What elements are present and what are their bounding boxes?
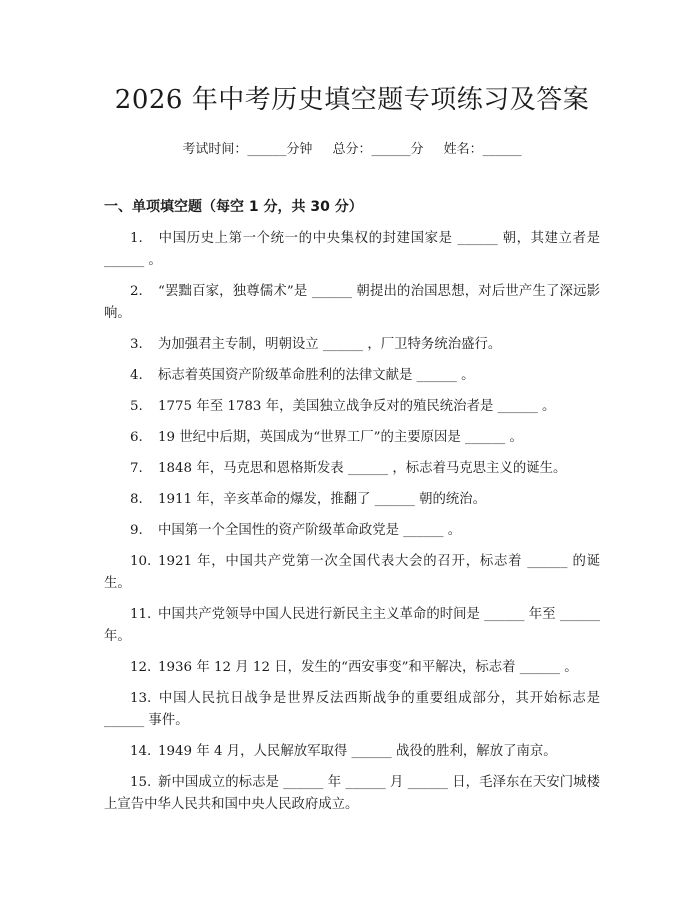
section-heading: 一、单项填空题（每空 1 分，共 30 分） <box>104 199 363 215</box>
question-text: 中国共产党领导中国人民进行新民主主义革命的时间是 ______ 年至 ______ 年。 <box>104 607 600 644</box>
question-text: “罢黜百家，独尊儒术”是 ______ 朝提出的治国思想，对后世产生了深远影响。 <box>104 284 600 321</box>
total-score: 总分：______分 <box>332 142 424 157</box>
question-text: 1911 年，辛亥革命的爆发，推翻了 ______ 朝的统治。 <box>158 492 487 507</box>
question-text: 1921 年，中国共产党第一次全国代表大会的召开，标志着 ______ 的诞生。 <box>104 554 600 591</box>
question-number: 5. <box>130 399 143 414</box>
question-item <box>104 688 600 732</box>
question-item <box>104 489 600 511</box>
exam-meta <box>104 140 600 160</box>
question-item <box>104 657 600 679</box>
question-number: 1. <box>130 231 143 246</box>
question-item <box>104 458 600 480</box>
question-number: 12. <box>130 660 152 675</box>
question-item <box>104 365 600 387</box>
question-number: 13. <box>130 691 152 706</box>
question-number: 3. <box>130 337 143 352</box>
question-number: 6. <box>130 430 143 445</box>
student-name: 姓名：______ <box>443 142 522 157</box>
question-number: 8. <box>130 492 143 507</box>
document-title: 2026 年中考历史填空题专项练习及答案 <box>114 85 590 115</box>
question-number: 4. <box>130 368 143 383</box>
question-item <box>104 228 600 272</box>
question-item <box>104 551 600 595</box>
question-number: 7. <box>130 461 143 476</box>
question-text: 1848 年，马克思和恩格斯发表 ______ ，标志着马克思主义的诞生。 <box>158 461 567 476</box>
question-number: 9. <box>130 523 143 538</box>
question-text: 1949 年 4 月，人民解放军取得 ______ 战役的胜利，解放了南京。 <box>158 744 557 759</box>
question-text: 中国第一个全国性的资产阶级革命政党是 ______ 。 <box>158 523 462 538</box>
question-item <box>104 604 600 648</box>
question-item <box>104 427 600 449</box>
question-list <box>104 228 600 816</box>
question-item <box>104 396 600 418</box>
question-text: 新中国成立的标志是 ______ 年 ______ 月 ______ 日，毛泽东在天安门城楼上宣告中华人民共和国中央人民政府成立。 <box>104 775 600 812</box>
question-text: 中国历史上第一个统一的中央集权的封建国家是 ______ 朝，其建立者是 ______ 。 <box>104 231 600 268</box>
question-item <box>104 772 600 816</box>
question-number: 10. <box>130 554 152 569</box>
question-text: 1936 年 12 月 12 日，发生的“西安事变”和平解决，标志着 ______ 。 <box>158 660 578 675</box>
question-text: 1775 年至 1783 年，美国独立战争反对的殖民统治者是 ______ 。 <box>158 399 556 414</box>
question-number: 14. <box>130 744 152 759</box>
question-item <box>104 741 600 763</box>
question-number: 15. <box>130 775 152 790</box>
question-number: 11. <box>130 607 152 622</box>
question-item <box>104 520 600 542</box>
question-text: 为加强君主专制，明朝设立 ______ ，厂卫特务统治盛行。 <box>158 337 502 352</box>
question-item <box>104 281 600 325</box>
question-text: 中国人民抗日战争是世界反法西斯战争的重要组成部分，其开始标志是 ______ 事件。 <box>104 691 600 728</box>
question-item <box>104 334 600 356</box>
exam-time: 考试时间：______分钟 <box>182 142 313 157</box>
question-text: 19 世纪中后期，英国成为“世界工厂”的主要原因是 ______ 。 <box>158 430 523 445</box>
question-number: 2. <box>130 284 143 299</box>
question-text: 标志着英国资产阶级革命胜利的法律文献是 ______ 。 <box>158 368 475 383</box>
